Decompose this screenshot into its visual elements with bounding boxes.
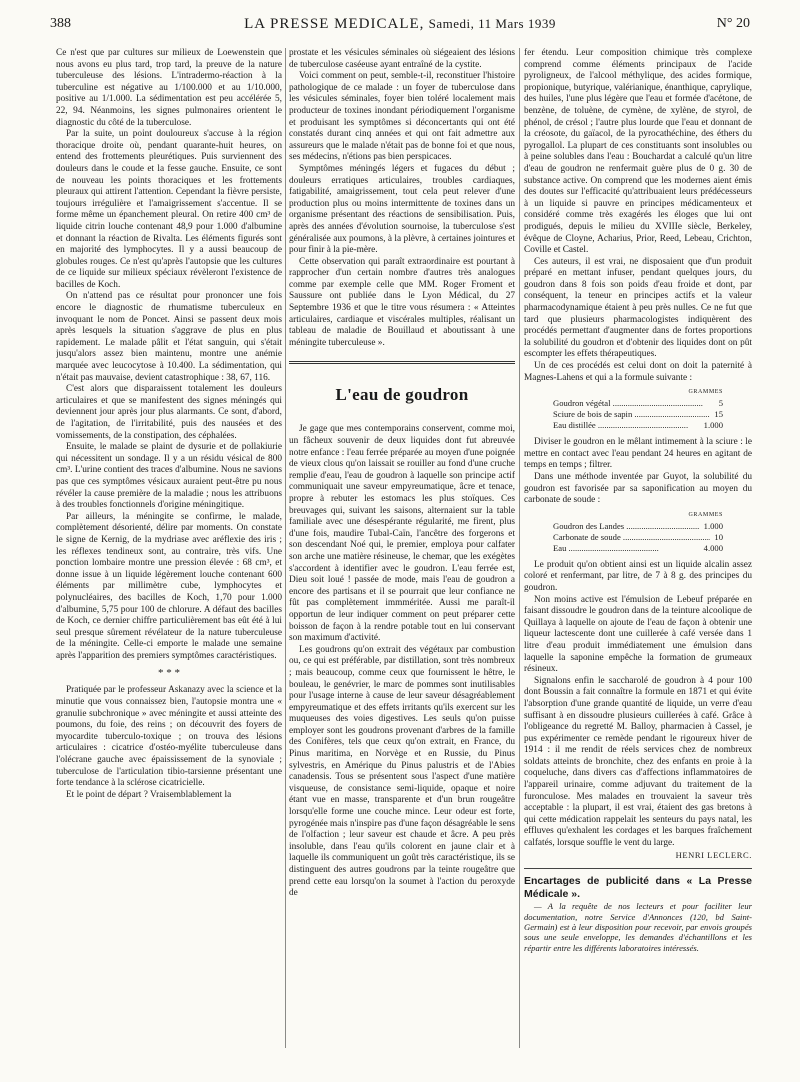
paragraph: Diviser le goudron en le mêlant intimement à la sciure : le mettre en contact avec l'eau pendant 24 heures en agitant de temps en temps ; filtrer.: [524, 437, 752, 471]
paragraph: C'est alors que disparaissent totalement les douleurs articulaires et que se manifestent des signes méningés qui deviennent jour après jour plus alarmants. Ce sont, d'abord, de l'agitation, de l'irritabilité, puis des nausées et des vomissements, de la constipation, des céphalées.: [56, 384, 282, 441]
running-title: [50, 16, 750, 33]
paragraph: Pratiquée par le professeur Askanazy avec la science et la minutie que vous connaissez bien, l'autopsie montra une « granulie subchronique » avec méningite et aussi atteinte des poumons, du foie, des reins ; on découvrit des foyers de myocardite tuberculo-toxique ; on trouva des lésions articulaires : cicatrice d'ostéo-myélite tuberculeuse dans l'olécrane gauche avec épaississement de la synoviale ; tuberculose de l'articulation tibio-tarsienne présentant une forte tendance à la sclérose cicatricielle.: [56, 685, 282, 789]
formula-unit: GRAMMES: [688, 511, 723, 518]
formula-unit: GRAMMES: [688, 389, 723, 396]
ingredient-amount: 10: [714, 531, 723, 542]
paragraph: Un de ces procédés est celui dont on doit la paternité à Magnes-Lahens et qui a la formule suivante :: [524, 361, 752, 383]
ingredient-amount: 4.000: [703, 542, 723, 553]
column-2: [289, 48, 515, 1068]
author-signature: HENRI LECLERC.: [675, 849, 752, 860]
paragraph: Voici comment on peut, semble-t-il, reconstituer l'histoire pathologique de ce malade : un foyer de tuberculose dans les vésicules séminales, foyer bien toléré localement mais producteur de toxines inondant périodiquement l'organisme et produisant les symptômes si déconcertants qui ont été constatés durant cinq années et qui ont fait admettre aux assureurs que le malade n'était pas de bonne foi et que nous, ses médecins, n'étions pas bien perspicaces.: [289, 71, 515, 163]
paragraph: Cette observation qui paraît extraordinaire est pourtant à rapprocher d'un certain nombre d'autres très analogues comme par exemple celle que MM. Roger Froment et Saussure ont publiée dans le Lyon Médical, du 27 Septembre 1936 et que le titre vous résumera : « Atteintes articulaires, cardiaque et viscérales multiples, réalisant un tableau de maladie de Bouillaud et aboutissant à une méningite tuberculeuse ».: [289, 256, 515, 348]
column-rule: [519, 48, 520, 1048]
paragraph: Les goudrons qu'on extrait des végétaux par combustion ou, ce qui est préférable, par distillation, sont très nombreux ; mais beaucoup, comme ceux que fournissent le hêtre, le bouleau, le genévrier, le marc de pommes sont inutilisables pour l'usage interne à cause de leur saveur désagréablement empyreumatique et des effets irritants qu'ils exercent sur les muqueuses des voies digestives. Les seuls qu'on puisse employer sont les goudrons provenant d'arbres de la famille des Conifères, tels que ceux qu'on extrait, en France, du Pinus maritima, en Norvège et en Russie, du Pinus sylvestris, en Amérique du Pinus palustris et de l'Abies canadensis. Tous se présentent sous l'aspect d'une matière visqueuse, de consistance semi-liquide, opaque et noire étant vue en masse, transparente et d'un brun rougeâtre lorsqu'elle forme une couche mince. Leur odeur est forte, pyrogénée mais n'inspire pas d'une façon désagréable le sens de l'olfaction ; leur saveur est chaude et âcre. A peu près insoluble, dans l'eau qu'ils colorent en jaune clair et à laquelle ils communiquent un goût très caractéristique, ils se distinguent des autres goudrons par la teinte rougeâtre que prend cette eau lorsqu'on la soumet à l'action du peroxyde de: [289, 644, 515, 899]
formula-row: [553, 543, 723, 554]
paragraph: Par la suite, un point douloureux s'accuse à la région thoracique droite où, pendant quarante-huit heures, on entend des frottements pleurétiques. Puis surviennent des douleurs dans le coude et la fesse gauche. Ensuite, ce sont de nouveau les points thoraciques et les frottements pleuraux qui attirent l'attention. Cependant la fièvre persiste, toujours irrégulière et l'amaigrissement s'accentue. Il se forme même un épanchement pleural. On retire 400 cm³ de liquide citrin louche contenant 48,9 pour 1.000 d'albumine et donnant la réaction de Rivalta. Les éléments figurés sont en majorité des lymphocytes. Il y a aussi beaucoup de globules rouges. Ce n'est qu'après l'autopsie que les cultures de ce liquide sur milieux spéciaux révèleront l'existence de bacilles de Koch.: [56, 129, 282, 290]
formula-row: [553, 398, 723, 409]
paragraph: Symptômes méningés légers et fugaces du début ; douleurs erratiques articulaires, troubles cardiaques, fatigabilité, amaigrissement, tout cela peut relever d'une production plus ou moins intermittente de toxines dans un organisme présentant des réactions de sensibilisation. Puis, après des années d'évolution sournoise, la tuberculose s'est généralisée aux poumons, à la plèvre, à certaines jointures et pour finir à la pie-mère.: [289, 163, 515, 256]
journal-name: LA PRESSE MEDICALE,: [244, 16, 425, 32]
section-divider: [524, 868, 752, 869]
formula-row: [553, 409, 723, 420]
formula-table: [553, 387, 723, 431]
article-title: L'eau de goudron: [335, 385, 469, 405]
column-1: [56, 48, 282, 1068]
ingredient-name: Sciure de bois de sapin .....: [553, 409, 710, 420]
ingredient-name: Carbonate de soude .....: [553, 532, 710, 543]
paragraph: Non moins active est l'émulsion de Lebeuf préparée en faisant dissoudre le goudron dans de la teinture alcoolique de Quillaya à laquelle on ajoute de l'eau de façon à obtenir une liqueur lactescente dont une cuillerée à café versée dans 1 litre d'eau produit immédiatement une émulsion dans laquelle la saponine empêche la formation de grumeaux résineux.: [524, 594, 752, 675]
column-rule: [285, 48, 286, 1048]
paragraph: Ensuite, le malade se plaint de dysurie et de pollakiurie qui nécessitent un sondage. Il y a un résidu vésical de 800 cm³. L'urine contient des traces d'albumine. Nous ne savions pas que ces symptômes vésicaux auraient peut-être pu nous révéler la cause première de la maladie ; nous les attribuons à des troubles fonctionnels d'origine méningitique.: [56, 442, 282, 511]
issue-number: N° 20: [716, 16, 750, 31]
formula-row: [553, 521, 723, 532]
formula-table: [553, 510, 723, 554]
paragraph: prostate et les vésicules séminales où siégeaient des lésions de tuberculose caséeuse ayant entraîné de la cystite.: [289, 48, 515, 70]
notice-body: — A la requête de nos lecteurs et pour faciliter leur documentation, notre Service d'Annonces (120, bd Saint-Germain) est à leur disposition pour recevoir, par envois groupés sous une seule enveloppe, les demandes d'échantillons et les répartir entre les différents laboratoires intéressés.: [524, 901, 752, 953]
formula-row: [553, 532, 723, 543]
ingredient-amount: 1.000: [703, 520, 723, 531]
paragraph: Dans une méthode inventée par Guyot, la solubilité du goudron est favorisée par sa saponification au moyen du carbonate de soude :: [524, 472, 752, 506]
ingredient-amount: 15: [714, 409, 723, 420]
paragraph: Je gage que mes contemporains conservent, comme moi, un fâcheux souvenir de deux liquides dont fut abreuvée notre enfance : l'eau ferrée préparée au moyen d'une poignée de vieux clous qu'on laissait se rouiller au fond d'une cruche remplie d'eau, l'eau de goudron à laquelle son principe actif communiquait une saveur empyreumatique, âcre et tenace, propre à rebuter les estomacs les plus stoïques. Ces breuvages qui, suivant les saisons, alternaient sur la table familiale avec une désespérante régularité, me firent, plus d'une fois, maudire Tubal-Caïn, l'ancêtre des forgerons et son descendant Noé qui, le premier, employa pour calfater son arche une matière résineuse, le chemar, que les exégètes s'accordent à identifier avec le goudron. L'eau ferrée est, Dieu soit loué ! passée de mode, mais l'eau de goudron a encore des partisans et il se pourrait que leur confiance ne fût pas complètement immméritée. Aussi me paraît-il opportun de leur indiquer comment on peut préparer cette boisson de façon à la rendre potable tout en lui conservant son maximum d'activité.: [289, 424, 515, 644]
paragraph: Par ailleurs, la méningite se confirme, le malade, complètement désorienté, délire par moments. On constate le signe de Kernig, de la mydriase avec aréflexie des iris ; les réflexes tendineux sont, au contraire, très vifs. Une ponction lombaire montre une pression élevée : 68 cm³, et donne issue à un liquide légèrement louche contenant 600 éléments par millimètre cube, lymphocytes et polynucléaires, des bacilles de Koch, 1,70 pour 1.000 d'albumine, 5,75 pour 100 de chlorure. A défaut des bacilles de Koch, ce dernier chiffre particulièrement bas eût été à lui seul presque sûrement révélateur de la nature tuberculeuse de la méningite. Celle-ci emporte le malade une semaine après l'apparition des premiers symptômes caractéristiques.: [56, 511, 282, 661]
paragraph: fer étendu. Leur composition chimique très complexe comprend comme éléments principaux de l'acide pyroligneux, de l'alcool méthylique, des acides formique, propionique, butyrique, valérianique, énanthique, caprylique, des huiles, l'une plus légère que l'eau et formée d'acétone, de benzène, de toluène, de cymène, de xylène, de styrol, de phénol, de crésol ; l'autre plus lourde que l'eau et donnant de la créosote, du gaïacol, de la pyrocathéchine, des éthers du pyrogallol. La plupart de ces constituants sont insolubles ou à peine solubles dans l'eau : Bouchardat a calculé qu'un litre d'eau de goudron ne renfermait guère plus de 0 g. 30 de substance active. On comprend que les modernes aient émis des doutes sur l'efficacité qu'attribuaient leurs prédécesseurs à un liquide si pauvre en principes médicamenteux et considéré comme très exagérés les éloges que lui ont prodigués, depuis le milieu du XVIIIe siècle, Berkeley, évêque de Cloyne, Acharius, Prior, Reed, Lebeau, Crichton, Coville et Castel.: [524, 48, 752, 256]
article-divider: [289, 361, 515, 364]
column-3: [524, 48, 752, 1068]
page-header: [50, 16, 750, 40]
ingredient-name: Goudron des Landes .....: [553, 521, 700, 532]
paragraph: Ces auteurs, il est vrai, ne disposaient que d'un produit préparé en mettant infuser, pendant quelques jours, du goudron dans 8 fois son poids d'eau froide et dont, par conséquent, la teneur en principes actifs et la valeur pharmacodynamique étaient à peu près nulles. Ce ne fut que tard que plusieurs pharmacologistes indiquèrent des procédés permettant d'augmenter dans de fortes proportions la solubilité du goudron et d'obtenir des liquides dont on pût escompter les effets thérapeutiques.: [524, 256, 752, 360]
paragraph: Signalons enfin le saccharolé de goudron à 4 pour 100 dont Boussin a fait connaître la formule en 1871 et qui évite l'absorption d'une grande quantité de liquide, un verre d'eau suffisant à en dissoudre plusieurs cuillerées à café. Grâce à l'obligeance du regretté M. Balloy, pharmacien à Cassel, je pus expérimenter ce remède pendant le rigoureux hiver de 1914 : il me rendit de réels services chez de nombreux soldats atteints de bronchite, chez des enfants en proie à la coqueluche, dans divers cas d'affections inflammatoires de l'appareil urinaire, comme adjuvant du traitement de la furonculose. Mes malades en trouvaient la saveur très acceptable : la plupart, il est vrai, étaient des gas bretons à qui cette médication rappelait les senteurs du pays natal, les effluves qu'exhalent les cordages et les barques fraîchement calfatés, lorsque souffle le vent du large.: [524, 675, 752, 849]
advertising-notice: [524, 875, 752, 953]
issue-date: Samedi, 11 Mars 1939: [428, 16, 556, 31]
notice-title: Encartages de publicité dans « La Presse Médicale ».: [524, 875, 752, 901]
paragraph: Le produit qu'on obtient ainsi est un liquide alcalin assez coloré et renfermant, par litre, de 7 à 8 g. des principes du goudron.: [524, 559, 752, 593]
ingredient-amount: 1.000: [703, 420, 723, 431]
formula-row: [553, 420, 723, 431]
ingredient-amount: 5: [718, 398, 723, 409]
paragraph: On n'attend pas ce résultat pour prononcer une fois encore le diagnostic de rhumatisme tuberculeux en invoquant le nom de Poncet. Ainsi se passent deux mois après lesquels la situation s'aggrave de plus en plus rapidement. Le malade pâlit et l'état sanguin, qui s'était jusqu'alors assez bien maintenu, montre une anémie marquée avec leucocytose à 10.400. La sédimentation, qui n'était pas mauvaise, devient catastrophique : 38, 67, 116.: [56, 291, 282, 383]
ingredient-name: Goudron végétal .....: [553, 398, 715, 409]
paragraph: Ce n'est que par cultures sur milieux de Loewenstein que nous avons eu plus tard, trop tard, la preuve de la nature tuberculeuse des lésions. L'intradermo-réaction à la tuberculine est négative au 1/100.000 et au 1/10.000, positive au 1/1.000. La sédimentation est peu accélérée 5, 22, 94. Néanmoins, les signes pulmonaires orientent le diagnostic du côté de la tuberculose.: [56, 48, 282, 128]
page-number: 388: [50, 16, 71, 31]
section-separator-stars: * * *: [158, 667, 180, 680]
paragraph: Et le point de départ ? Vraisemblablement la: [66, 789, 232, 800]
ingredient-name: Eau .....: [553, 543, 700, 554]
ingredient-name: Eau distillée .....: [553, 420, 700, 431]
